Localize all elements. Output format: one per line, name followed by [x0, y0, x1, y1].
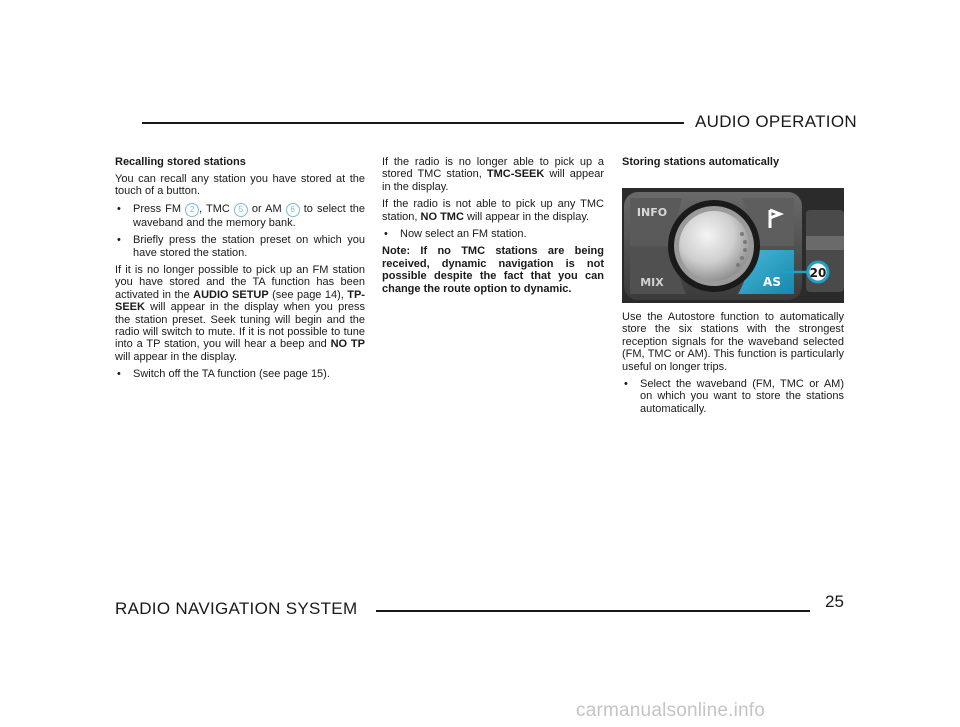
tp-seek-paragraph: If it is no longer possible to pick up an FM station you have stored and the TA function has been activated in the AUDIO SETUP (see page 14), TP-SEEK will appear in the display when you press the station preset. Seek tuning will begin and the radio will switch to mute. If it is not possible to tune into a TP station, you will hear a beep and NO TP will appear in the display. — [115, 264, 365, 363]
bullet-list — [115, 203, 365, 259]
preset-key-icon: 6 — [286, 203, 300, 217]
bullet-list — [622, 378, 844, 415]
as-label: AS — [763, 275, 781, 289]
watermark-text: carmanualsonline.info — [576, 700, 766, 721]
bullet-icon: • — [117, 234, 121, 247]
list-item: • Switch off the TA function (see page 15). — [117, 368, 330, 381]
preset-key-icon: 2 — [185, 203, 199, 217]
page-number: 25 — [825, 592, 844, 611]
list-item: • Press FM 2 , TMC 5 or AM 6 to select the waveband and the memory bank. — [117, 202, 366, 229]
heading-recalling-stored-stations: Recalling stored stations — [115, 156, 246, 168]
mix-label: MIX — [640, 276, 664, 289]
list-item: • Select the waveband (FM, TMC or AM) on which you want to store the stations automatically. — [624, 378, 844, 415]
bullet-list — [115, 368, 365, 380]
column-autostore-text — [622, 311, 844, 420]
heading-storing-stations-automatically: Storing stations automatically — [622, 156, 780, 168]
bullet-icon: • — [117, 368, 121, 381]
rotary-knob-icon — [679, 211, 749, 281]
section-title: AUDIO OPERATION — [695, 112, 857, 131]
column-storing-automatically — [622, 156, 844, 173]
bullet-icon: • — [624, 378, 628, 391]
preset-key-icon: 5 — [234, 203, 248, 217]
tmc-seek-paragraph: If the radio is no longer able to pick up a stored TMC station, TMC-SEEK will appear in the display. — [382, 156, 604, 193]
header-rule — [142, 122, 684, 124]
autostore-paragraph: Use the Autostore function to automatically store the six stations with the strongest reception signals for the waveband selected (FM, TMC or AM). This function is particularly useful on longer trips. — [622, 311, 844, 373]
autostore-button-photo — [622, 188, 844, 303]
bullet-icon: • — [117, 202, 121, 215]
bullet-list — [382, 228, 604, 240]
no-tmc-paragraph: If the radio is not able to pick up any TMC station, NO TMC will appear in the display. — [382, 198, 604, 223]
note-paragraph: Note: If no TMC stations are being received, dynamic navigation is not possible despite the fact that you can change the route option to dynamic. — [382, 245, 604, 295]
column-tmc — [382, 156, 604, 300]
footer-rule — [376, 610, 810, 612]
list-item: • Briefly press the station preset on which you have stored the station. — [117, 234, 365, 259]
column-recalling-stations — [115, 156, 365, 386]
bullet-icon: • — [384, 228, 388, 241]
manual-title: RADIO NAVIGATION SYSTEM — [115, 599, 358, 618]
info-label: INFO — [636, 206, 668, 219]
intro-paragraph: You can recall any station you have stored at the touch of a button. — [115, 173, 365, 198]
callout-number: 20 — [809, 266, 827, 280]
list-item: • Now select an FM station. — [384, 228, 527, 241]
